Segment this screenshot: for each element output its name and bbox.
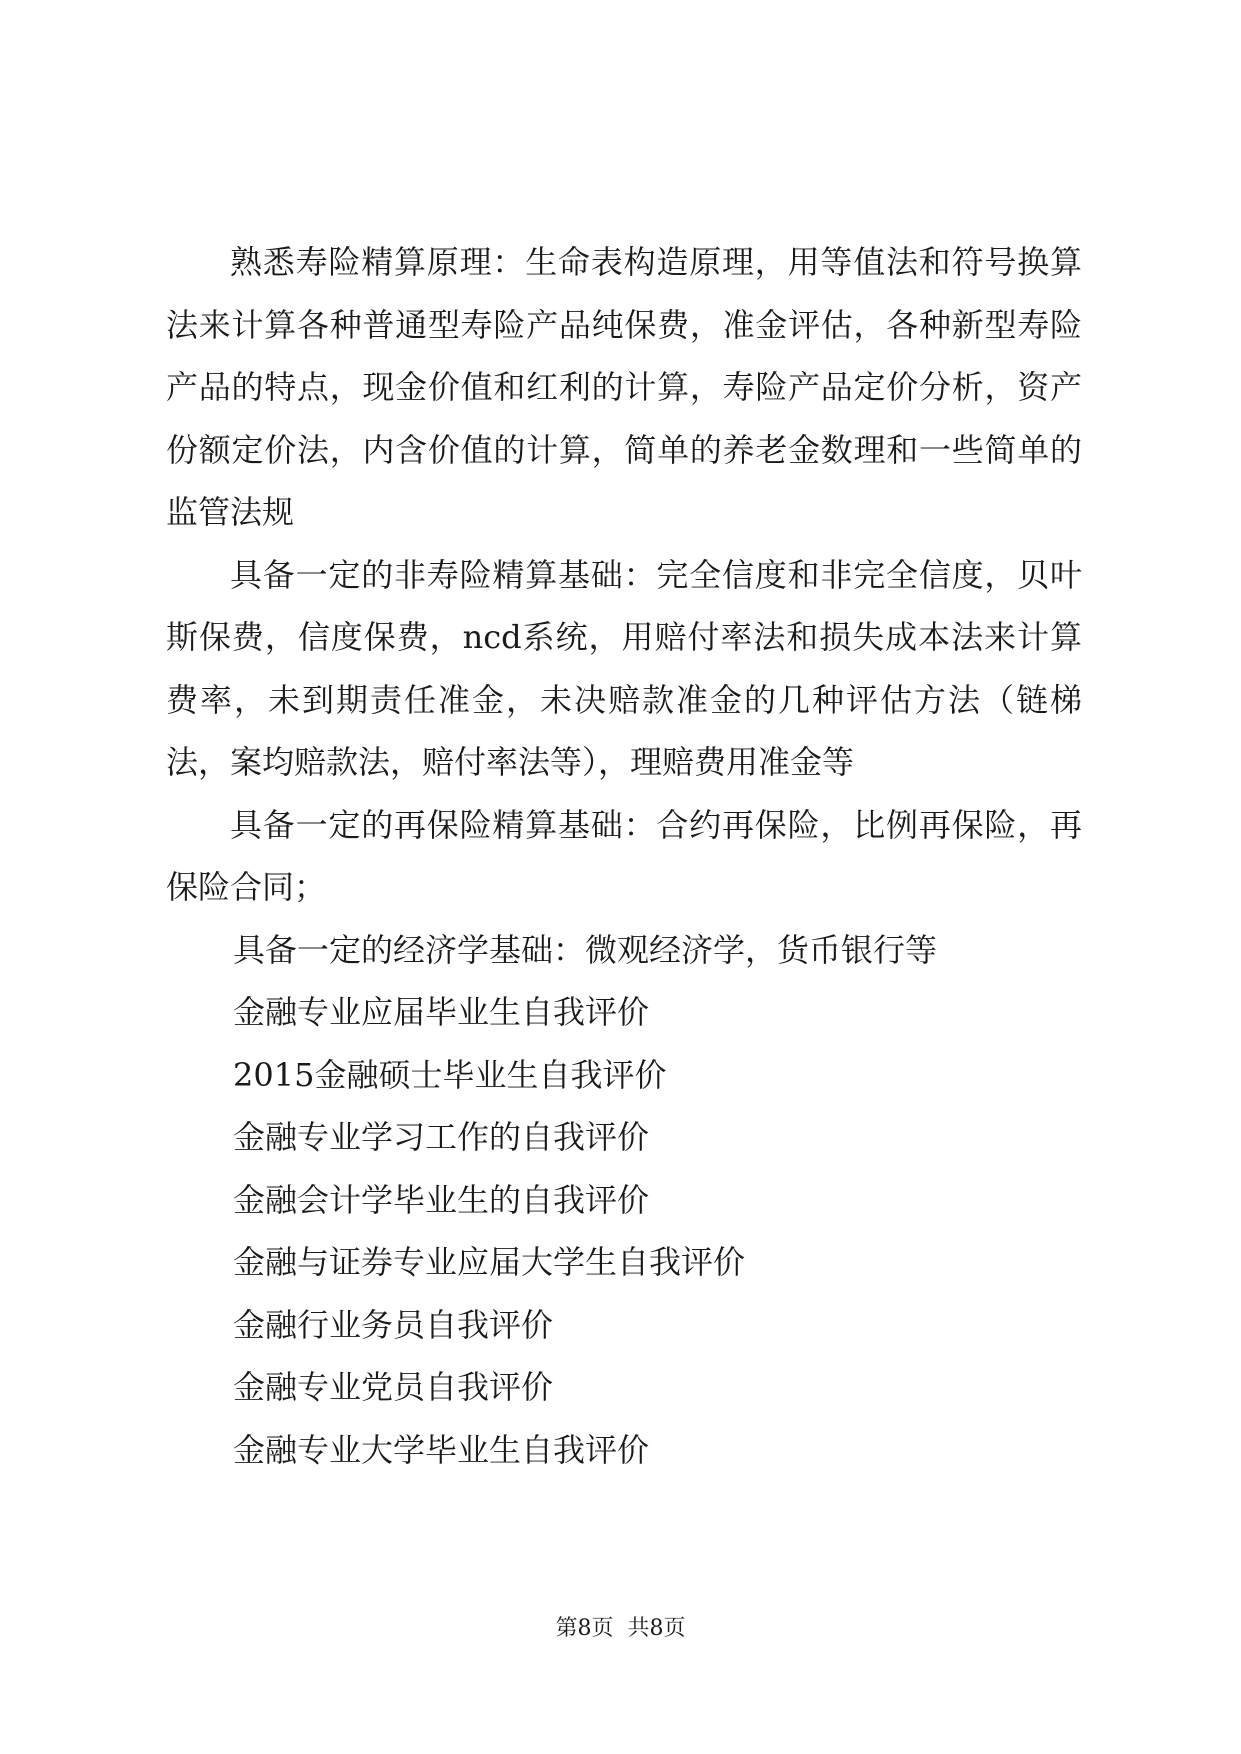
page-number: 第8页 [555, 1616, 614, 1641]
paragraph-non-life-actuarial: 具备一定的非寿险精算基础：完全信度和非完全信度，贝叶斯保费，信度保费，ncd系统，用赔付率法和损失成本法来计算费率，未到期责任准金，未决赔款准金的几种评估方法（链梯法，案均赔款法，赔付率法等），理赔费用准金等 [166, 555, 1082, 781]
list-item: 金融专业学习工作的自我评价 [233, 1118, 650, 1156]
list-item: 2015金融硕士毕业生自我评价 [233, 1055, 667, 1094]
page-footer [0, 1614, 1241, 1644]
document-body [166, 231, 1082, 1481]
list-item: 金融专业党员自我评价 [233, 1368, 554, 1406]
page-total: 共8页 [627, 1616, 686, 1641]
line-economics-basis: 具备一定的经济学基础：微观经济学，货币银行等 [233, 930, 938, 969]
list-item: 金融行业务员自我评价 [233, 1305, 554, 1344]
paragraph-reinsurance-actuarial: 具备一定的再保险精算基础：合约再保险，比例再保险，再保险合同； [166, 805, 1082, 906]
paragraph-life-actuarial: 熟悉寿险精算原理：生命表构造原理，用等值法和符号换算法来计算各种普通型寿险产品纯保费，准金评估，各种新型寿险产品的特点，现金价值和红利的计算，寿险产品定价分析，资产份额定价法，内含价值的计算，简单的养老金数理和一些简单的监管法规 [166, 243, 1082, 531]
list-item: 金融专业大学毕业生自我评价 [233, 1430, 650, 1469]
list-item: 金融与证券专业应届大学生自我评价 [233, 1243, 746, 1281]
list-item: 金融会计学毕业生的自我评价 [233, 1180, 650, 1219]
list-item: 金融专业应届毕业生自我评价 [233, 993, 650, 1031]
